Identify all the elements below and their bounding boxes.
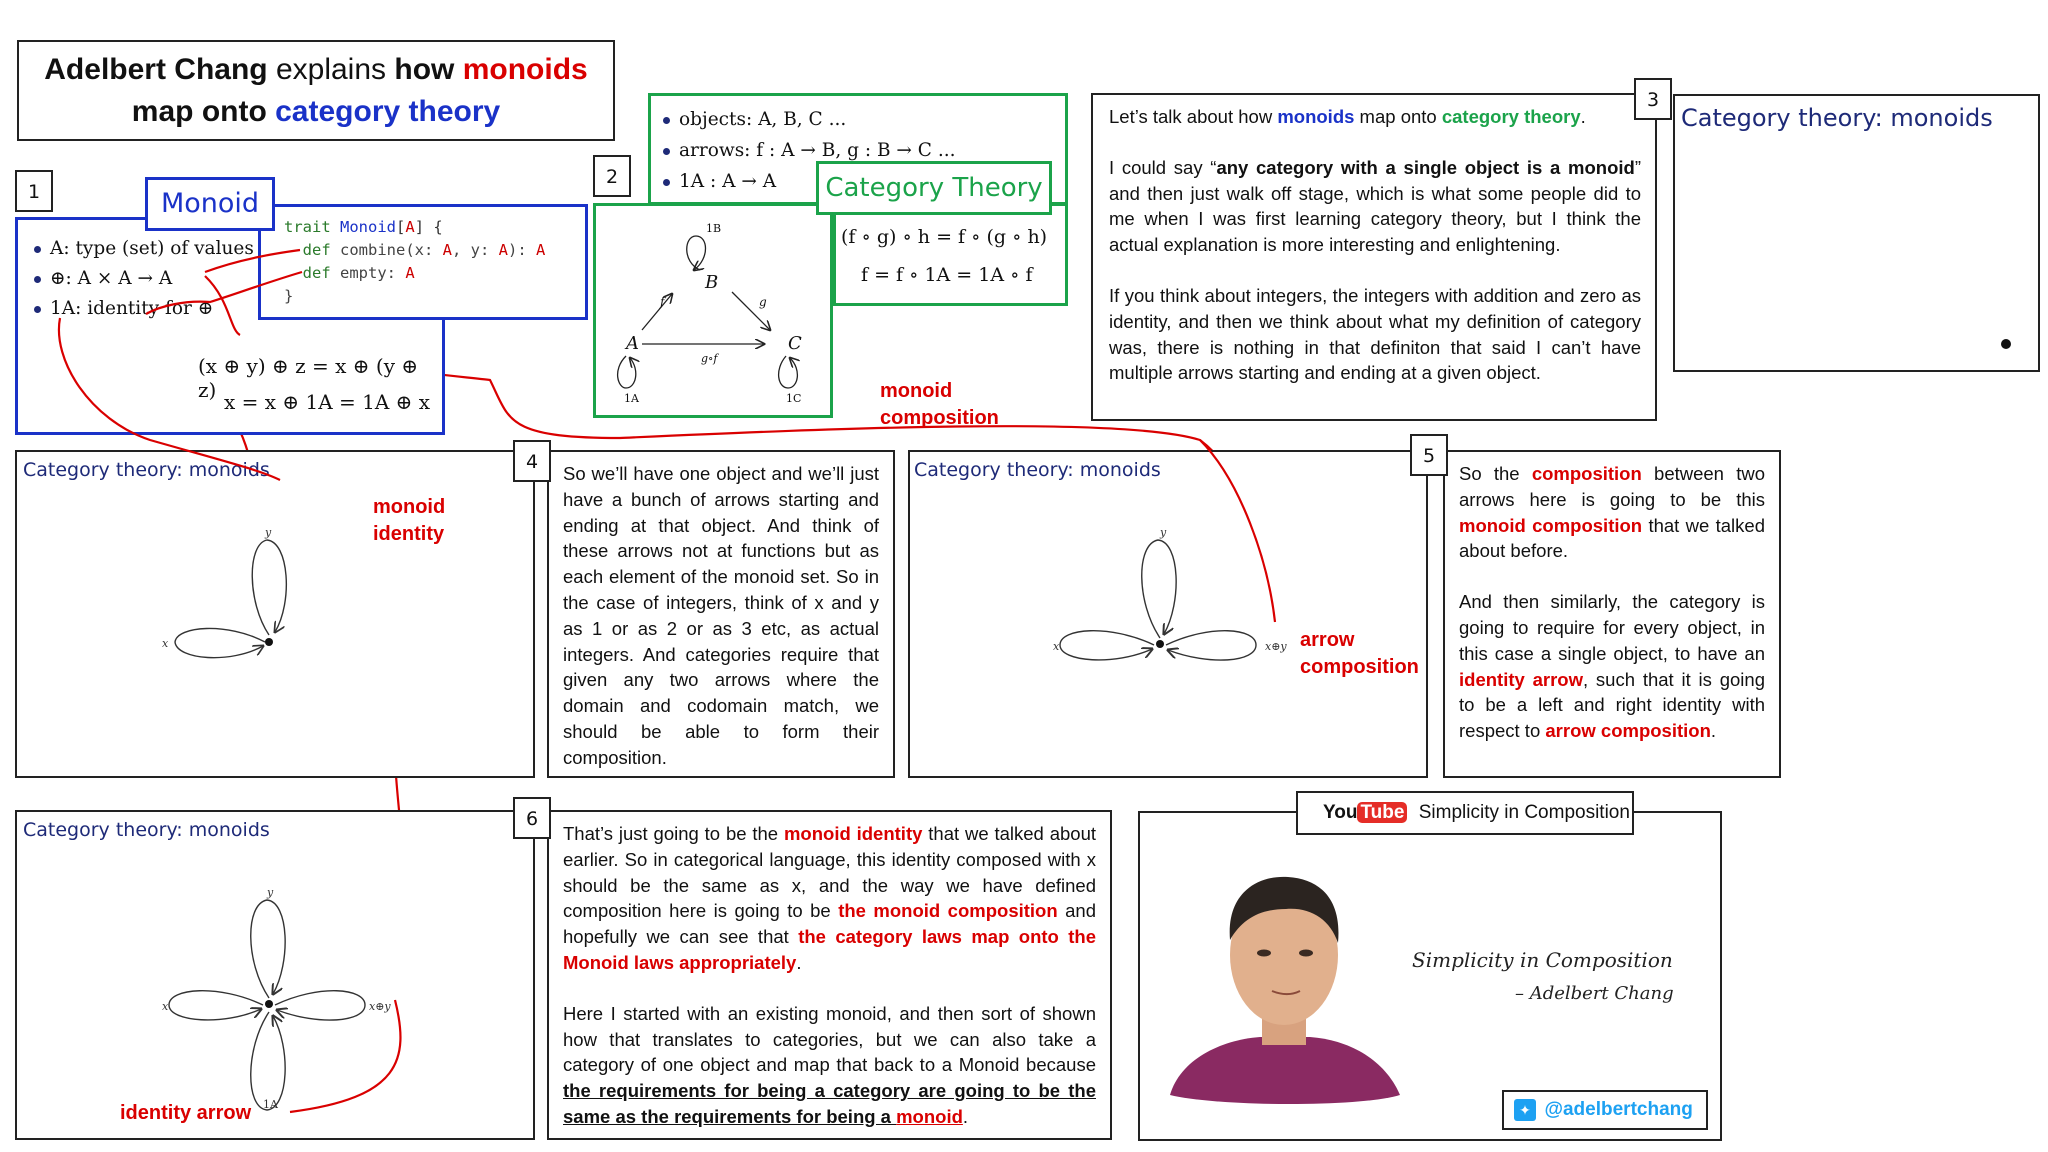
monoid-law-assoc: (x ⊕ y) ⊕ z = x ⊕ (y ⊕ z) bbox=[198, 354, 419, 402]
slide-4-title: Category theory: monoids bbox=[23, 459, 270, 481]
node-B: B bbox=[705, 272, 719, 293]
video-card[interactable] bbox=[1138, 811, 1722, 1141]
monoid-bullets bbox=[34, 234, 254, 324]
monoid-code-box bbox=[258, 204, 588, 320]
node-A: A bbox=[626, 333, 639, 354]
slide-5-title: Category theory: monoids bbox=[914, 459, 1161, 481]
text-block-4 bbox=[547, 450, 895, 778]
slide5-loop-xy: x⊕y bbox=[1265, 640, 1287, 653]
annotation-monoid-identity: monoid identity bbox=[373, 496, 446, 545]
arrow-gf: g∘f bbox=[701, 352, 718, 365]
triangle-diagram bbox=[596, 206, 830, 415]
cat-bullet-arrows: arrows: f : A → B, g : B → C ... bbox=[663, 135, 956, 166]
panel-number-5: 5 bbox=[1410, 434, 1448, 476]
slide-5 bbox=[908, 450, 1428, 778]
video-title-tab[interactable] bbox=[1296, 791, 1634, 835]
monoid-bullet-identity: 1A: identity for ⊕ bbox=[34, 294, 254, 324]
text-block-3 bbox=[1091, 93, 1657, 421]
slide-3 bbox=[1673, 94, 2040, 372]
slide6-loop-id: 1A bbox=[263, 1098, 278, 1111]
speaker-portrait bbox=[1160, 845, 1420, 1115]
text-block-5 bbox=[1443, 450, 1781, 778]
twitter-handle: @adelbertchang bbox=[1544, 1099, 1693, 1120]
video-title: Simplicity in Composition bbox=[1418, 802, 1630, 823]
slide-5-loops bbox=[910, 452, 1426, 776]
slide6-loop-xy: x⊕y bbox=[369, 1000, 391, 1013]
twitter-handle-box[interactable] bbox=[1502, 1090, 1708, 1130]
title-monoids: monoids bbox=[462, 53, 588, 86]
text3-p3: If you think about integers, the integers with addition and zero as identity, and then we think about what my definition of category was, there is nothing in that definiton that said I can’t have multiple arrows starting and ending at a given object. bbox=[1109, 284, 1641, 384]
slide-3-object-dot bbox=[2001, 339, 2011, 349]
text3-p2: I could say “any category with a single object is a monoid” and then just walk off stage, which is what some people did to me when I was first learning category theory, but I think the actual explanation is more interesting and enlightening. bbox=[1109, 156, 1641, 256]
arrow-g: g bbox=[759, 295, 767, 309]
title-box bbox=[17, 40, 615, 141]
code-line-4: } bbox=[284, 287, 294, 305]
title-name: Adelbert Chang bbox=[44, 53, 268, 86]
title-ct: category theory bbox=[275, 95, 501, 128]
category-laws-box bbox=[833, 203, 1068, 306]
slide-4 bbox=[15, 450, 535, 778]
code-line-3: def empty: A bbox=[302, 264, 415, 282]
slide-6-loops bbox=[17, 812, 533, 1138]
slide5-loop-x: x bbox=[1053, 640, 1060, 653]
loop-x-label: x bbox=[162, 637, 169, 650]
id-C: 1C bbox=[786, 392, 802, 405]
text6-p2: Here I started with an existing monoid, and then sort of shown how that translates to categories, but we can also take a category of one object and map that back to a Monoid because the requirements for being a category are going to be the same as the requirements for being a monoid. bbox=[563, 1002, 1096, 1127]
title-line2: map onto bbox=[131, 95, 276, 128]
monoid-bullet-op: ⊕: A × A → A bbox=[34, 264, 254, 294]
twitter-icon: ✦ bbox=[1514, 1099, 1536, 1121]
id-A: 1A bbox=[624, 392, 639, 405]
loop-y-label: y bbox=[265, 526, 272, 539]
code-line-2: def combine(x: A, y: A): A bbox=[302, 241, 546, 259]
slide-6-title: Category theory: monoids bbox=[23, 819, 270, 841]
id-B: 1B bbox=[706, 222, 722, 235]
panel-number-4: 4 bbox=[513, 440, 551, 482]
text6-p1: That’s just going to be the monoid identity that we talked about earlier. So in categorical language, this identity composed with x should be the same as x, and the way we have defined composition here is going to be the monoid composition and hopefully we can see that the category laws map onto the Monoid laws appropriately. bbox=[563, 823, 1097, 973]
handwritten-author: – Adelbert Chang bbox=[1515, 983, 1674, 1004]
monoid-bullet-type: A: type (set) of values bbox=[34, 234, 254, 264]
text5-p1: So the composition between two arrows here is going to be this monoid composition that we talked about before. bbox=[1459, 463, 1765, 562]
youtube-logo: You Tube bbox=[1323, 802, 1413, 823]
slide6-loop-x: x bbox=[162, 1000, 169, 1013]
text-block-6 bbox=[547, 810, 1112, 1140]
panel-number-6: 6 bbox=[513, 797, 551, 839]
arrow-f: f bbox=[660, 295, 665, 309]
annotation-arrow-composition: arrow composition bbox=[1300, 629, 1419, 678]
title-how: how bbox=[394, 53, 455, 86]
category-diagram-box bbox=[593, 203, 833, 418]
cat-bullet-identity: 1A : A → A bbox=[663, 166, 956, 197]
slide5-loop-y: y bbox=[1160, 526, 1167, 539]
slide-6 bbox=[15, 810, 535, 1140]
slide-4-loops bbox=[17, 452, 533, 776]
category-theory-label: Category Theory bbox=[816, 161, 1052, 215]
cat-bullet-objects: objects: A, B, C ... bbox=[663, 104, 956, 135]
title-mid: explains bbox=[267, 53, 395, 86]
panel-number-2: 2 bbox=[593, 155, 631, 197]
panel-number-1: 1 bbox=[15, 170, 53, 212]
handwritten-title: Simplicity in Composition bbox=[1412, 948, 1673, 972]
cat-law-identity: f = f ∘ 1A = 1A ∘ f bbox=[861, 264, 1033, 286]
panel-number-3: 3 bbox=[1634, 78, 1672, 120]
text3-p1: Let’s talk about how monoids map onto category theory. bbox=[1109, 106, 1586, 127]
code-line-1: trait Monoid[A] { bbox=[284, 218, 443, 236]
annotation-monoid-composition: monoid composition bbox=[880, 380, 999, 429]
cat-law-assoc: (f ∘ g) ∘ h = f ∘ (g ∘ h) bbox=[841, 226, 1048, 248]
slide6-loop-y: y bbox=[267, 886, 274, 899]
text5-p2: And then similarly, the category is going to require for every object, in this case a single object, to have an identity arrow, such that it is going to be a left and right identity with respect to arrow composition. bbox=[1459, 591, 1765, 742]
node-C: C bbox=[788, 333, 802, 354]
monoid-law-identity: x = x ⊕ 1A = 1A ⊕ x bbox=[224, 390, 431, 414]
monoid-label: Monoid bbox=[145, 177, 275, 231]
text4-p1: So we’ll have one object and we’ll just have a bunch of arrows starting and ending at that object. And think of these arrows not at functions but as each element of the monoid set. So in the case of integers, think of x and y as 1 or as 2 or as 3 etc, as actual integers. And categories require that given any two arrows where the domain and codomain match, we should be able to form their composition. bbox=[563, 463, 879, 768]
annotation-identity-arrow: identity arrow bbox=[120, 1102, 252, 1124]
slide-3-title: Category theory: monoids bbox=[1681, 104, 1993, 132]
